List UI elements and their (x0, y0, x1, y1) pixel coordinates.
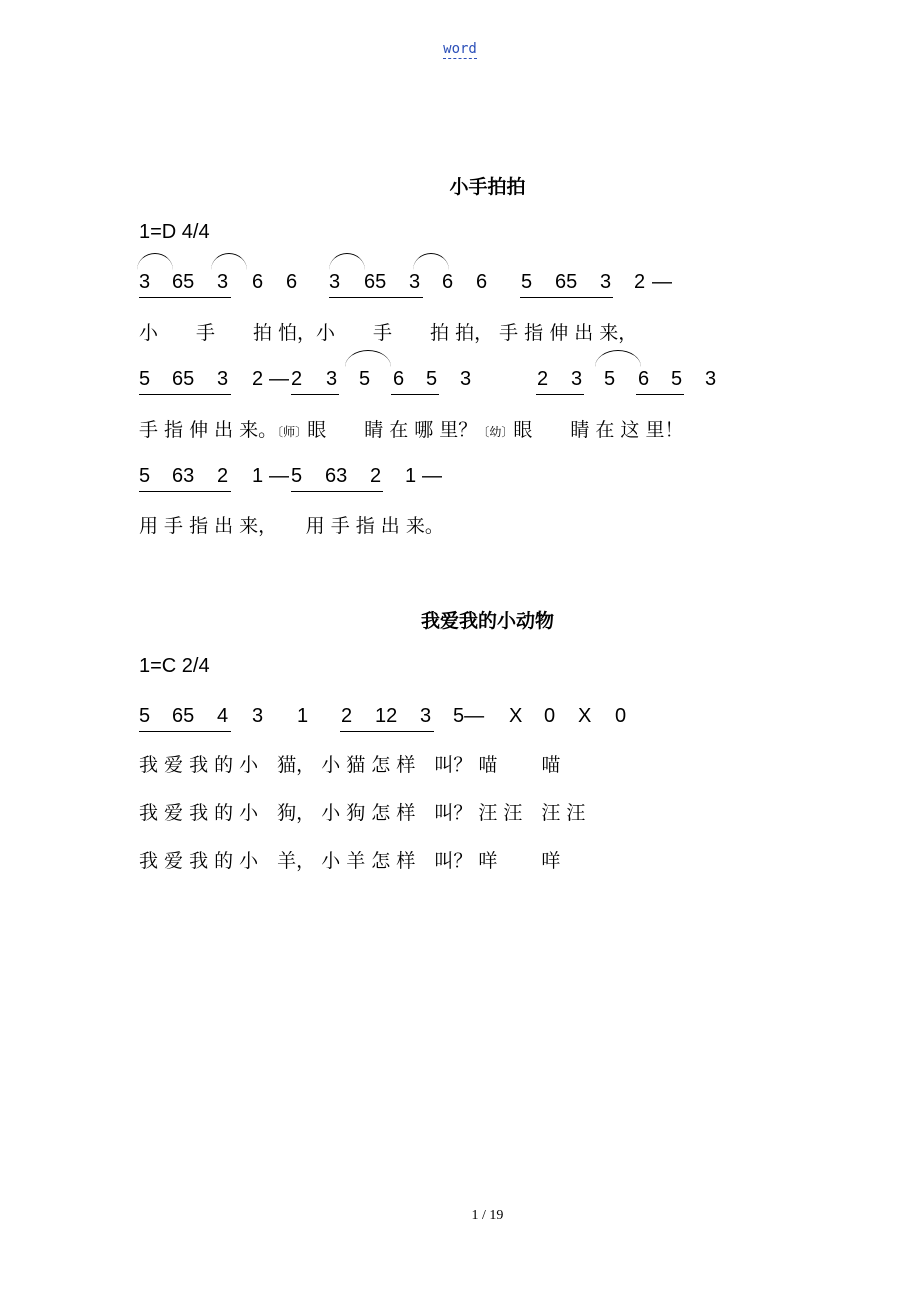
song2-notation-line1 (139, 703, 899, 733)
note: 3 (217, 271, 229, 293)
song1-title: 小手拍拍 (449, 176, 526, 198)
note: 5 (521, 271, 533, 293)
beam-underline (139, 491, 231, 492)
song1-notation-line3 (139, 463, 899, 493)
note-dash: — (269, 368, 289, 390)
slur-mark (413, 253, 449, 270)
note: 6 (476, 271, 488, 293)
note: 1 (252, 465, 264, 487)
beam-underline (291, 394, 339, 395)
song2-lyrics-line3: 我 爱 我 的 小 羊， 小 羊 怎 样 叫？ 咩 咩 (139, 850, 561, 872)
note: 6 (286, 271, 298, 293)
note-dash: — (269, 465, 289, 487)
song2-lyrics-line1: 我 爱 我 的 小 猫， 小 猫 怎 样 叫？ 喵 喵 (139, 754, 561, 776)
beam-underline (139, 394, 231, 395)
song2-title: 我爱我的小动物 (420, 610, 554, 632)
note-dash: — (422, 465, 442, 487)
note: 65 (364, 271, 387, 293)
note: 65 (172, 705, 195, 727)
note: 3 (217, 368, 229, 390)
beam-underline (291, 491, 383, 492)
note: 3 (139, 271, 151, 293)
note: 1 (297, 705, 309, 727)
note: 6 (442, 271, 454, 293)
beam-underline (536, 394, 584, 395)
song1-lyrics-line3: 用 手 指 出 来， 用 手 指 出 来。 (139, 515, 444, 537)
note: 2 (217, 465, 229, 487)
slur-mark (345, 350, 391, 367)
note: 2 (291, 368, 303, 390)
note: 5 (139, 465, 151, 487)
note: 3 (705, 368, 717, 390)
slur-mark (137, 253, 173, 270)
beam-underline (139, 297, 231, 298)
song2-key: 1=C 2/4 (139, 655, 210, 677)
song1-notation-line2 (139, 366, 899, 396)
note: 3 (460, 368, 472, 390)
song1-lyrics-line1: 小 手 拍 怕，小 手 拍 拍， 手 指 伸 出 来， (139, 322, 638, 344)
note: 3 (600, 271, 612, 293)
note: 2 (252, 368, 264, 390)
note: X (578, 705, 592, 727)
header-word-link[interactable]: word (443, 41, 477, 57)
note: 5— (453, 705, 485, 727)
note: 1 (405, 465, 417, 487)
beam-underline (391, 394, 439, 395)
beam-underline (340, 731, 434, 732)
note: 5 (604, 368, 616, 390)
beam-underline (329, 297, 423, 298)
note: 2 (341, 705, 353, 727)
page-number: 1 / 19 (471, 1208, 504, 1223)
note: 0 (615, 705, 627, 727)
note: 6 (393, 368, 405, 390)
note: 5 (359, 368, 371, 390)
slur-mark (595, 350, 641, 367)
beam-underline (520, 297, 613, 298)
note: 5 (139, 705, 151, 727)
note: 2 (634, 271, 646, 293)
note: 5 (671, 368, 683, 390)
song1-lyrics-line2: 手 指 伸 出 来。〔师〕眼 睛 在 哪 里？〔幼〕眼 睛 在 这 里！ (139, 419, 684, 441)
note: 5 (291, 465, 303, 487)
note: 3 (420, 705, 432, 727)
note: 2 (370, 465, 382, 487)
note: 3 (329, 271, 341, 293)
note: 3 (409, 271, 421, 293)
note: 3 (571, 368, 583, 390)
note: 6 (638, 368, 650, 390)
note: 5 (426, 368, 438, 390)
note: 12 (375, 705, 398, 727)
note: 63 (172, 465, 195, 487)
song2-lyrics-line2: 我 爱 我 的 小 狗， 小 狗 怎 样 叫？ 汪 汪 汪 汪 (139, 802, 586, 824)
song1-notation-line1 (139, 269, 899, 299)
note: 65 (172, 271, 195, 293)
note: 65 (172, 368, 195, 390)
note: X (509, 705, 523, 727)
slur-mark (211, 253, 247, 270)
note: 3 (252, 705, 264, 727)
note-dash: — (652, 271, 672, 293)
song1-key: 1=D 4/4 (139, 221, 210, 243)
note: 4 (217, 705, 229, 727)
note: 5 (139, 368, 151, 390)
note: 3 (326, 368, 338, 390)
note: 2 (537, 368, 549, 390)
note: 6 (252, 271, 264, 293)
note: 0 (544, 705, 556, 727)
beam-underline (636, 394, 684, 395)
beam-underline (139, 731, 231, 732)
slur-mark (329, 253, 365, 270)
note: 65 (555, 271, 578, 293)
note: 63 (325, 465, 348, 487)
